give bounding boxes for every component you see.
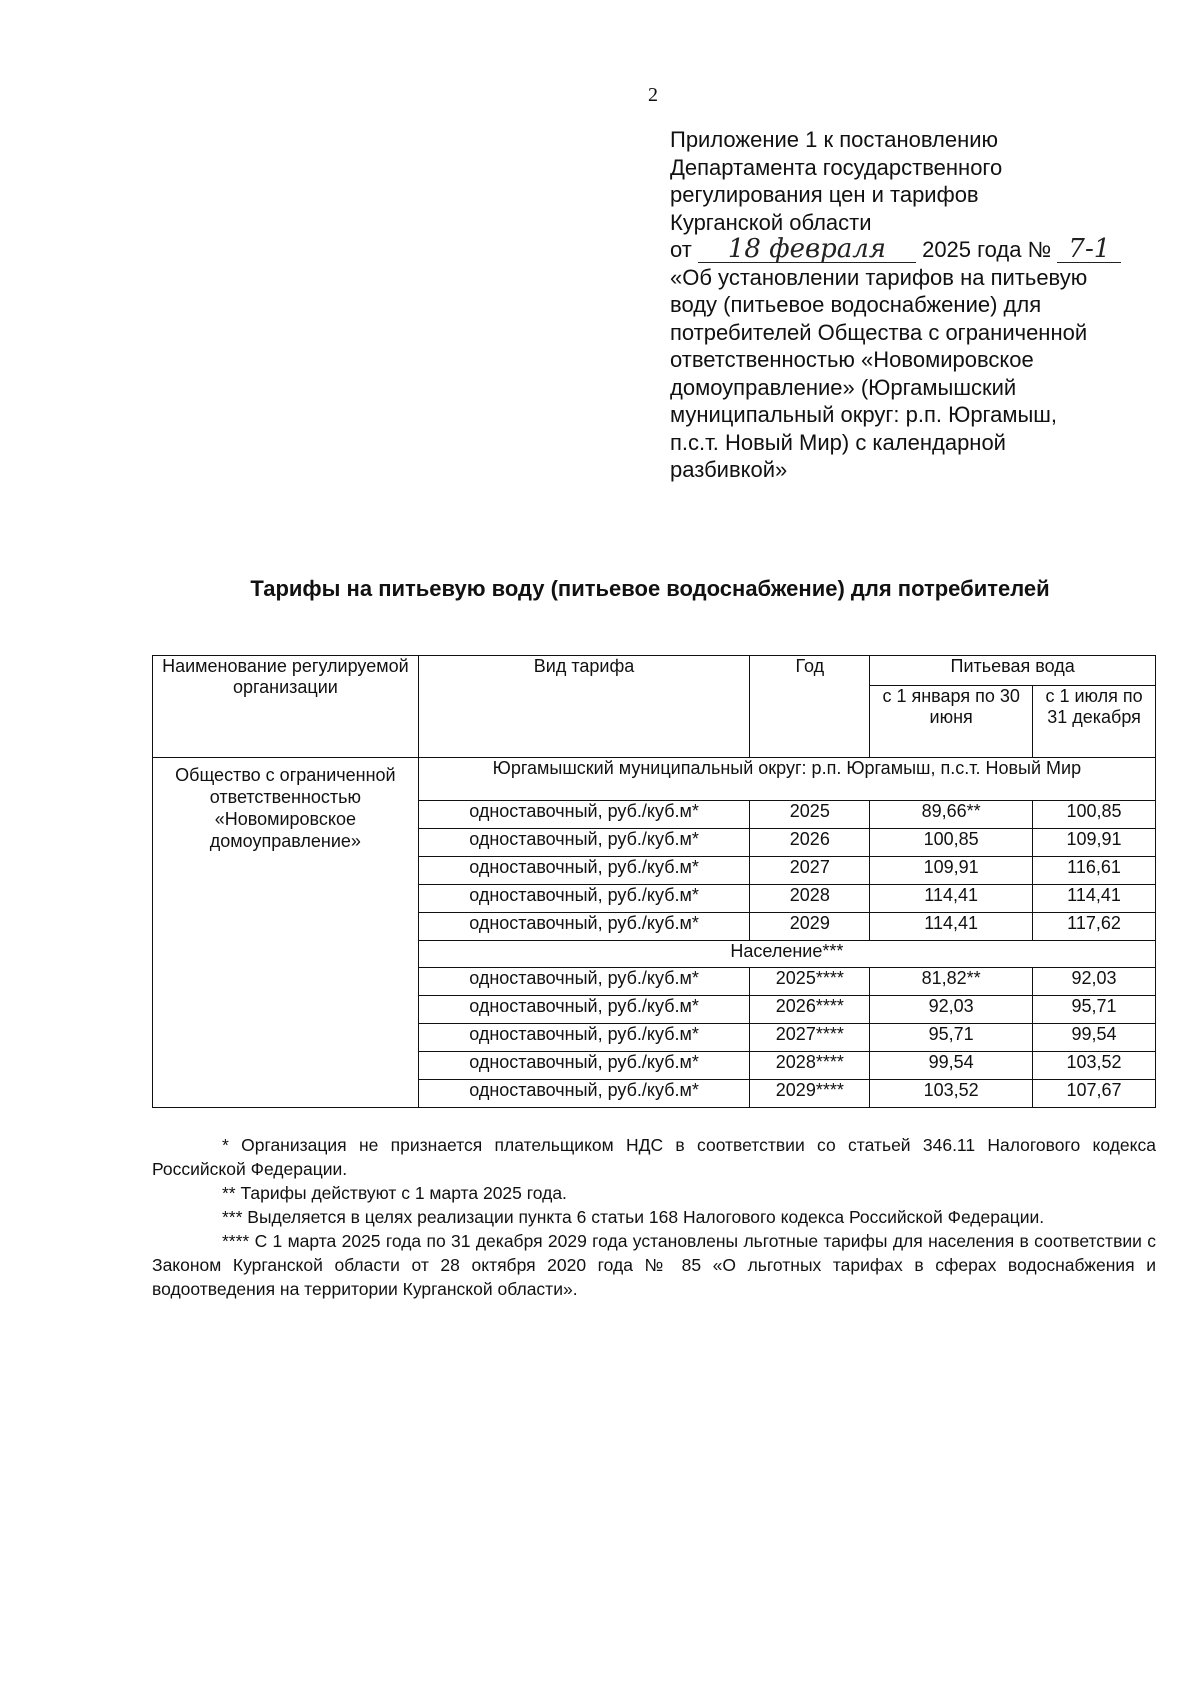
cell-period-2: 107,67 xyxy=(1033,1080,1156,1108)
footnote-3: *** Выделяется в целях реализации пункта 6 статьи 168 Налогового кодекса Российской Федерации. xyxy=(222,1207,1045,1227)
cell-period-1: 103,52 xyxy=(870,1080,1033,1108)
from-prefix: от xyxy=(670,237,692,262)
year-text: 2025 года № xyxy=(922,237,1052,262)
appendix-subject-line: ответственностью «Новомировское xyxy=(670,347,1034,372)
footnote-2: ** Тарифы действуют с 1 марта 2025 года. xyxy=(222,1183,567,1203)
cell-period-2: 117,62 xyxy=(1033,913,1156,941)
cell-period-2: 95,71 xyxy=(1033,996,1156,1024)
cell-year: 2027 xyxy=(750,857,870,885)
cell-type: одноставочный, руб./куб.м* xyxy=(418,968,750,996)
cell-period-1: 89,66** xyxy=(870,801,1033,829)
document-title: Тарифы на питьевую воду (питьевое водоснабжение) для потребителей xyxy=(250,576,1050,601)
appendix-line-1: Приложение 1 к постановлению xyxy=(670,127,999,152)
cell-type: одноставочный, руб./куб.м* xyxy=(418,857,750,885)
appendix-line-4: Курганской области xyxy=(670,209,872,235)
page-number: 2 xyxy=(648,84,658,106)
appendix-line-2: Департамента государственного xyxy=(670,154,1003,180)
cell-period-1: 114,41 xyxy=(870,885,1033,913)
appendix-subject-line: п.с.т. Новый Мир) с календарной xyxy=(670,429,1006,455)
header-period-1: с 1 января по 30 июня xyxy=(870,685,1033,757)
cell-type: одноставочный, руб./куб.м* xyxy=(418,801,750,829)
cell-type: одноставочный, руб./куб.м* xyxy=(418,1024,750,1052)
handwritten-date: 18 февраля xyxy=(698,236,916,263)
region-row: Юргамышский муниципальный округ: р.п. Юргамыш, п.с.т. Новый Мир xyxy=(418,758,1155,801)
appendix-subject-line: муниципальный округ: р.п. Юргамыш, xyxy=(670,402,1058,427)
cell-period-1: 114,41 xyxy=(870,913,1033,941)
footnotes xyxy=(152,1133,1156,1301)
handwritten-number: 7-1 xyxy=(1057,236,1121,263)
cell-period-2: 103,52 xyxy=(1033,1052,1156,1080)
org-name: Общество с ограниченной ответственностью «Новомировское домоуправление» xyxy=(153,758,419,1108)
header-year: Год xyxy=(750,656,870,758)
appendix-subject-line: домоуправление» (Юргамышский xyxy=(670,374,1017,400)
cell-period-2: 114,41 xyxy=(1033,885,1156,913)
cell-type: одноставочный, руб./куб.м* xyxy=(418,829,750,857)
cell-year: 2025 xyxy=(750,801,870,829)
cell-period-1: 109,91 xyxy=(870,857,1033,885)
appendix-date-line xyxy=(670,236,1140,264)
cell-year: 2027**** xyxy=(750,1024,870,1052)
population-group-label: Население*** xyxy=(418,941,1155,968)
cell-period-1: 92,03 xyxy=(870,996,1033,1024)
appendix-subject-line: разбивкой» xyxy=(670,457,788,482)
cell-period-2: 99,54 xyxy=(1033,1024,1156,1052)
cell-type: одноставочный, руб./куб.м* xyxy=(418,885,750,913)
cell-period-1: 81,82** xyxy=(870,968,1033,996)
cell-year: 2025**** xyxy=(750,968,870,996)
cell-period-1: 100,85 xyxy=(870,829,1033,857)
cell-period-2: 116,61 xyxy=(1033,857,1156,885)
cell-period-1: 95,71 xyxy=(870,1024,1033,1052)
appendix-header xyxy=(670,126,1140,484)
cell-year: 2029**** xyxy=(750,1080,870,1108)
cell-period-2: 100,85 xyxy=(1033,801,1156,829)
footnote-4: **** С 1 марта 2025 года по 31 декабря 2029 года установлены льготные тарифы для населения в соответствии с Законом Курганской области от 28 октября 2020 года № 85 «О льготных тарифах в сферах водоснабжения и водоотведения на территории Курганской области». xyxy=(152,1231,1156,1299)
header-drinking-water: Питьевая вода xyxy=(870,656,1156,686)
cell-type: одноставочный, руб./куб.м* xyxy=(418,1080,750,1108)
header-tariff-type: Вид тарифа xyxy=(418,656,750,758)
cell-type: одноставочный, руб./куб.м* xyxy=(418,996,750,1024)
appendix-subject-line: «Об установлении тарифов на питьевую xyxy=(670,264,1088,290)
header-org: Наименование регулируемой организации xyxy=(153,656,419,758)
footnote-1: * Организация не признается плательщиком НДС в соответствии со статьей 346.11 Налогового кодекса Российской Федерации. xyxy=(152,1135,1156,1179)
cell-period-2: 92,03 xyxy=(1033,968,1156,996)
cell-year: 2029 xyxy=(750,913,870,941)
cell-type: одноставочный, руб./куб.м* xyxy=(418,1052,750,1080)
cell-type: одноставочный, руб./куб.м* xyxy=(418,913,750,941)
cell-year: 2028 xyxy=(750,885,870,913)
appendix-subject-line: воду (питьевое водоснабжение) для xyxy=(670,292,1042,317)
cell-period-1: 99,54 xyxy=(870,1052,1033,1080)
appendix-subject-line: потребителей Общества с ограниченной xyxy=(670,319,1088,345)
cell-period-2: 109,91 xyxy=(1033,829,1156,857)
cell-year: 2028**** xyxy=(750,1052,870,1080)
cell-year: 2026**** xyxy=(750,996,870,1024)
tariffs-table xyxy=(152,655,1156,1108)
appendix-line-3: регулирования цен и тарифов xyxy=(670,182,979,207)
cell-year: 2026 xyxy=(750,829,870,857)
header-period-2: с 1 июля по 31 декабря xyxy=(1033,685,1156,757)
